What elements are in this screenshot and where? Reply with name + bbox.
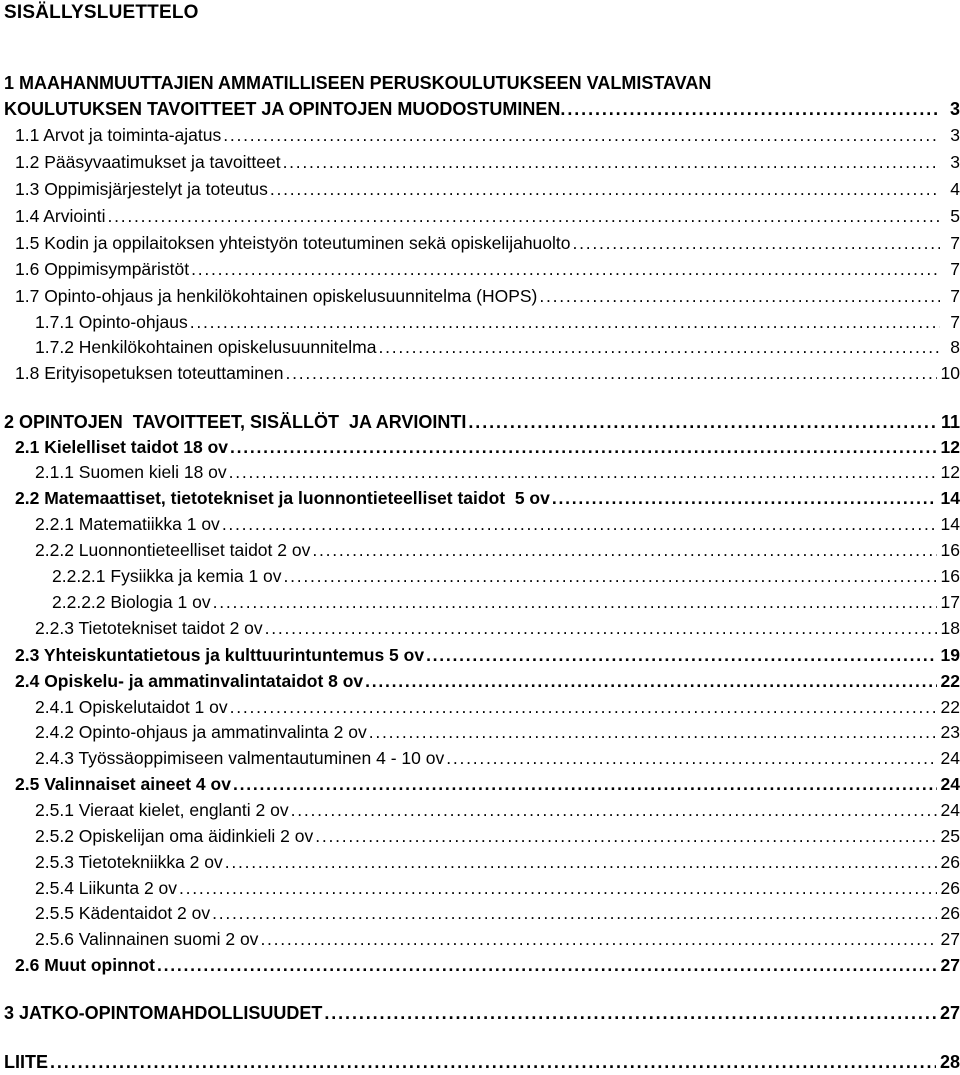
toc-entry-text: 2.5.6 Valinnainen suomi 2 ov: [35, 929, 259, 949]
dot-leader: [221, 122, 940, 148]
dot-leader: [258, 926, 936, 952]
toc-entry-1-7-1[interactable]: [35, 309, 960, 335]
toc-entry-text: 1.7.1 Opinto-ohjaus: [35, 312, 188, 332]
toc-page-number: 7: [950, 259, 960, 279]
toc-page-number: 7: [950, 233, 960, 253]
toc-page-number: 25: [940, 826, 960, 846]
toc-page-number: 7: [950, 286, 960, 306]
toc-entry-text: 2.2.2.2 Biologia 1 ov: [52, 592, 211, 612]
toc-entry-2-2-3[interactable]: [35, 615, 960, 641]
toc-entry-2-4[interactable]: [15, 668, 960, 694]
toc-page-number: 28: [939, 1052, 960, 1072]
toc-entry-2-2-1[interactable]: [35, 511, 960, 537]
toc-entry-text: 1.1 Arvot ja toiminta-ajatus: [15, 125, 222, 145]
toc-page-number: 26: [940, 852, 960, 872]
toc-entry-1-6[interactable]: [15, 256, 960, 282]
toc-entry-1-2[interactable]: [15, 149, 960, 175]
toc-entry-text: 2.2.2 Luonnontieteelliset taidot 2 ov: [35, 540, 311, 560]
dot-leader: [363, 668, 936, 694]
toc-entry-1-1[interactable]: [15, 122, 960, 148]
toc-entry-1-3[interactable]: [15, 176, 960, 202]
toc-entry-2-5-4[interactable]: [35, 875, 960, 901]
toc-entry-chapter-1[interactable]: [4, 96, 960, 122]
dot-leader: [571, 230, 941, 256]
toc-entry-text: 1.7 Opinto-ohjaus ja henkilökohtainen opiskelusuunnitelma (HOPS): [15, 286, 538, 306]
dot-leader: [155, 952, 937, 978]
toc-page-number: 12: [940, 462, 960, 482]
toc-entry-2-1-1[interactable]: [35, 459, 960, 485]
toc-page-number: 23: [940, 722, 960, 742]
toc-entry-2-5-2[interactable]: [35, 823, 960, 849]
toc-page-number: 10: [940, 363, 960, 383]
dot-leader: [211, 589, 937, 615]
dot-leader: [228, 434, 937, 460]
toc-entry-2-5-3[interactable]: [35, 849, 960, 875]
toc-entry-1-5[interactable]: [15, 230, 960, 256]
dot-leader: [367, 719, 937, 745]
toc-entry-text: 1.2 Pääsyvaatimukset ja tavoitteet: [15, 152, 281, 172]
toc-entry-appendix[interactable]: [4, 1049, 960, 1075]
dot-leader: [444, 745, 936, 771]
toc-page-number: 26: [940, 903, 960, 923]
dot-leader: [424, 642, 936, 668]
toc-page-number: 24: [940, 800, 960, 820]
dot-leader: [310, 537, 936, 563]
toc-entry-text: 2 OPINTOJEN TAVOITTEET, SISÄLLÖT JA ARVIOINTI: [4, 412, 467, 432]
toc-page-number: 26: [940, 878, 960, 898]
toc-page-number: 12: [940, 437, 960, 457]
toc-entry-text: 2.5 Valinnaiset aineet 4 ov: [15, 774, 231, 794]
toc-entry-chapter-2[interactable]: [4, 409, 960, 435]
toc-entry-2-4-3[interactable]: [35, 745, 960, 771]
toc-entry-text: 2.5.2 Opiskelijan oma äidinkieli 2 ov: [35, 826, 314, 846]
toc-entry-text: 2.5.5 Kädentaidot 2 ov: [35, 903, 211, 923]
toc-page-number: 3: [950, 152, 960, 172]
toc-entry-text: 1.7.2 Henkilökohtainen opiskelusuunnitelma: [35, 337, 377, 357]
dot-leader: [231, 771, 937, 797]
toc-entry-2-5-6[interactable]: [35, 926, 960, 952]
toc-entry-text: LIITE: [4, 1052, 48, 1072]
toc-entry-text: 1.4 Arviointi: [15, 206, 106, 226]
toc-entry-text: 2.1.1 Suomen kieli 18 ov: [35, 462, 227, 482]
toc-entry-text: 1.6 Oppimisympäristöt: [15, 259, 190, 279]
toc-entry-text: 2.2.2.1 Fysiikka ja kemia 1 ov: [52, 566, 282, 586]
toc-entry-text: 2.1 Kielelliset taidot 18 ov: [15, 437, 228, 457]
toc-entry-text: 2.2.1 Matematiikka 1 ov: [35, 514, 220, 534]
toc-page-number: 22: [940, 671, 960, 691]
dot-leader: [313, 823, 936, 849]
toc-entry-text: 2.5.1 Vieraat kielet, englanti 2 ov: [35, 800, 289, 820]
toc-entry-text: 2.5.3 Tietotekniikka 2 ov: [35, 852, 223, 872]
dot-leader: [210, 900, 936, 926]
dot-leader: [284, 360, 937, 386]
dot-leader: [220, 511, 937, 537]
toc-page-number: 7: [950, 312, 960, 332]
toc-entry-text: 2.6 Muut opinnot: [15, 955, 155, 975]
dot-leader: [177, 875, 936, 901]
toc-entry-text: 2.3 Yhteiskuntatietous ja kulttuurintuntemus 5 ov: [15, 645, 425, 665]
dot-leader: [322, 1000, 936, 1026]
toc-entry-text: 2.5.4 Liikunta 2 ov: [35, 878, 178, 898]
dot-leader: [281, 149, 940, 175]
toc-entry-2-6[interactable]: [15, 952, 960, 978]
dot-leader: [188, 309, 940, 335]
toc-page-number: 4: [950, 179, 960, 199]
toc-page-number: 27: [939, 1003, 960, 1023]
toc-entry-2-2-2-2[interactable]: [52, 589, 960, 615]
toc-page-number: 14: [940, 488, 960, 508]
dot-leader: [466, 409, 937, 435]
toc-page-number: 3: [950, 125, 960, 145]
toc-entry-text: 2.4.1 Opiskelutaidot 1 ov: [35, 697, 228, 717]
toc-entry-1-8[interactable]: [15, 360, 960, 386]
dot-leader: [227, 459, 937, 485]
toc-entry-text: 2.2 Matemaattiset, tietotekniset ja luonnontieteelliset taidot 5 ov: [15, 488, 550, 508]
toc-entry-2-5-5[interactable]: [35, 900, 960, 926]
toc-page-number: 18: [940, 618, 960, 638]
toc-entry-text: 1.5 Kodin ja oppilaitoksen yhteistyön toteutuminen sekä opiskelijahuolto: [15, 233, 571, 253]
toc-page-number: 17: [940, 592, 960, 612]
dot-leader: [223, 849, 937, 875]
toc-entry-2-2-2[interactable]: [35, 537, 960, 563]
dot-leader: [282, 563, 937, 589]
toc-entry-2-3[interactable]: [15, 642, 960, 668]
toc-page-number: 19: [940, 645, 960, 665]
toc-entry-chapter-1-line-1[interactable]: 1 MAAHANMUUTTAJIEN AMMATILLISEEN PERUSKOULUTUKSEEN VALMISTAVAN: [4, 73, 712, 93]
dot-leader: [105, 203, 940, 229]
toc-entry-text: 1.8 Erityisopetuksen toteuttaminen: [15, 363, 284, 383]
toc-page-number: 24: [940, 774, 960, 794]
toc-page-number: 16: [940, 566, 960, 586]
toc-entry-2-1[interactable]: [15, 434, 960, 460]
toc-page-number: 27: [940, 929, 960, 949]
toc-entry-text: 1.3 Oppimisjärjestelyt ja toteutus: [15, 179, 268, 199]
toc-entry-text: 2.4.3 Työssäoppimiseen valmentautuminen 4 - 10 ov: [35, 748, 445, 768]
toc-entry-text: 2.4.2 Opinto-ohjaus ja ammatinvalinta 2 ov: [35, 722, 367, 742]
toc-entry-2-2[interactable]: [15, 485, 960, 511]
dot-leader: [189, 256, 940, 282]
dot-leader: [550, 485, 937, 511]
toc-entry-1-7-2[interactable]: [35, 334, 960, 360]
toc-entry-text: 2.2.3 Tietotekniset taidot 2 ov: [35, 618, 263, 638]
toc-page-number: 8: [950, 337, 960, 357]
toc-page-number: 27: [940, 955, 960, 975]
toc-page-number: 11: [940, 412, 960, 432]
toc-entry-2-5-1[interactable]: [35, 797, 960, 823]
toc-page-number: 16: [940, 540, 960, 560]
dot-leader: [537, 283, 940, 309]
toc-page-number: 24: [940, 748, 960, 768]
toc-entry-1-7[interactable]: [15, 283, 960, 309]
dot-leader: [268, 176, 940, 202]
dot-leader: [228, 694, 937, 720]
toc-entry-text: 2.4 Opiskelu- ja ammatinvalintataidot 8 ov: [15, 671, 364, 691]
toc-entry-2-4-2[interactable]: [35, 719, 960, 745]
toc-entry-chapter-3[interactable]: [4, 1000, 960, 1026]
toc-page-number: 14: [940, 514, 960, 534]
toc-entry-2-2-2-1[interactable]: [52, 563, 960, 589]
dot-leader: [263, 615, 937, 641]
toc-entry-text: KOULUTUKSEN TAVOITTEET JA OPINTOJEN MUODOSTUMINEN.: [4, 99, 566, 119]
toc-page-number: 5: [950, 206, 960, 226]
toc-entry-text: 3 JATKO-OPINTOMAHDOLLISUUDET: [4, 1003, 323, 1023]
page-title: SISÄLLYSLUETTELO: [4, 2, 199, 23]
dot-leader: [289, 797, 937, 823]
toc-entry-2-4-1[interactable]: [35, 694, 960, 720]
dot-leader: [376, 334, 940, 360]
toc-page-number: 3: [949, 99, 960, 119]
toc-entry-1-4[interactable]: [15, 203, 960, 229]
toc-entry-2-5[interactable]: [15, 771, 960, 797]
dot-leader: [48, 1049, 936, 1075]
dot-leader: [565, 96, 940, 122]
toc-page-number: 22: [940, 697, 960, 717]
